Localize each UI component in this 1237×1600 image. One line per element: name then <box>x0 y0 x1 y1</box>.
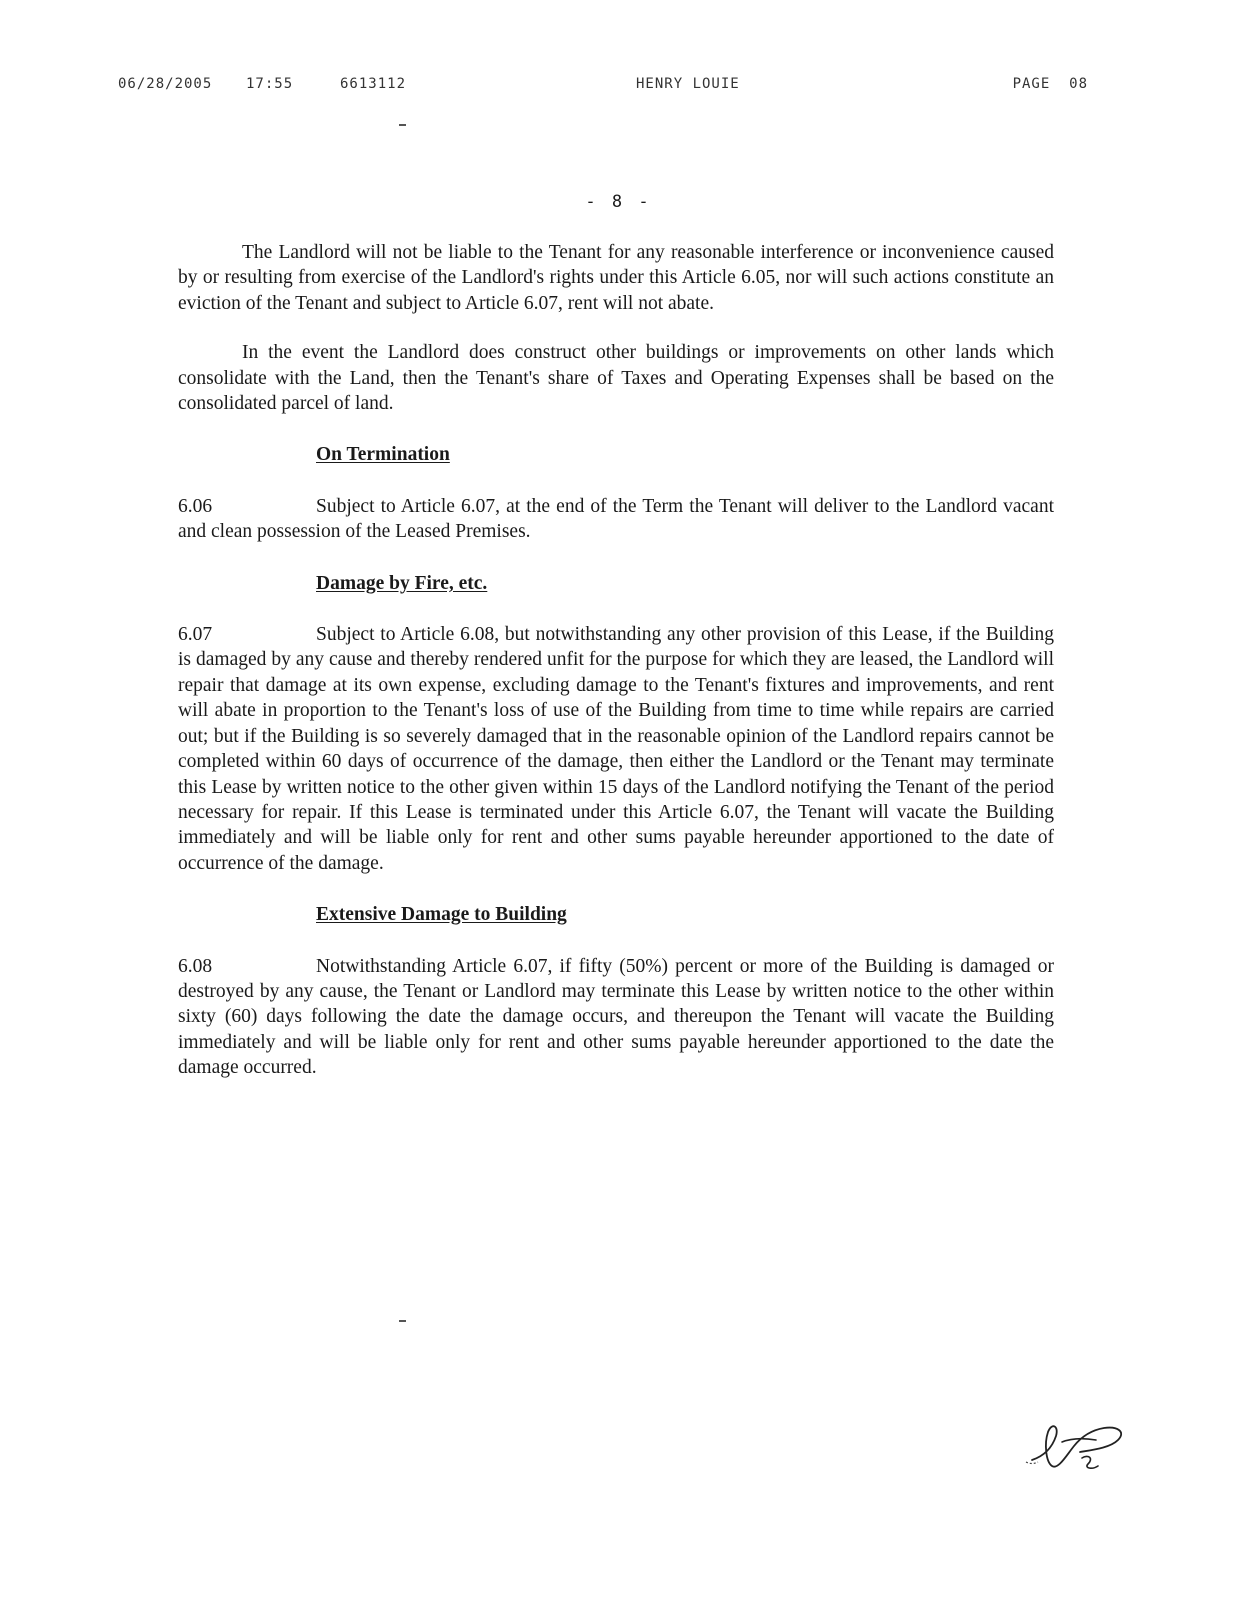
clause-6-07 <box>178 622 1054 876</box>
document-body <box>178 240 1054 1107</box>
fax-number: 6613112 <box>340 76 407 92</box>
fax-page-label: PAGE 08 <box>1012 76 1088 92</box>
paragraph-consolidation: In the event the Landlord does construct other buildings or improvements on other lands which consolidate with the Land, then the Tenant's share of Taxes and Operating Expenses shall be based on the consolidated parcel of land. <box>178 342 1054 415</box>
heading-extensive-damage: Extensive Damage to Building <box>316 904 567 926</box>
heading-damage-by-fire: Damage by Fire, etc. <box>316 572 488 594</box>
clause-number: 6.08 <box>178 955 213 977</box>
clause-text: Subject to Article 6.07, at the end of the Term the Tenant will deliver to the Landlord vacant and clean possession of the Leased Premises. <box>178 495 1054 543</box>
fax-sender-name: HENRY LOUIE <box>636 76 740 92</box>
clause-6-08 <box>178 954 1054 1081</box>
scan-mark <box>399 124 406 126</box>
fax-header <box>118 76 1088 96</box>
handwritten-initials-icon <box>1022 1408 1142 1478</box>
heading-on-termination: On Termination <box>316 444 450 466</box>
clause-number: 6.06 <box>178 495 213 517</box>
page-number: - 8 - <box>585 192 652 212</box>
clause-text: Subject to Article 6.08, but notwithstanding any other provision of this Lease, if the Building is damaged by any cause and thereby rendered unfit for the purpose for which they are leased, the Landlord will repair that damage at its own expense, excluding damage to the Tenant's fixtures and improvements, and rent will abate in proportion to the Tenant's loss of use of the Building from time to time while repairs are carried out; but if the Building is so severely damaged that in the reasonable opinion of the Landlord repairs cannot be completed within 60 days of occurrence of the damage, then either the Landlord or the Tenant may terminate this Lease by written notice to the other given within 15 days of the Landlord notifying the Tenant of the period necessary for repair. If this Lease is terminated under this Article 6.07, the Tenant will vacate the Building immediately and will be liable only for rent and other sums payable hereunder apportioned to the date of occurrence of the damage. <box>178 624 1054 874</box>
fax-time: 17:55 <box>246 76 294 92</box>
clause-6-06 <box>178 494 1054 545</box>
paragraph-interference: The Landlord will not be liable to the Tenant for any reasonable interference or inconvenience caused by or resulting from exercise of the Landlord's rights under this Article 6.05, nor will such actions constitute an eviction of the Tenant and subject to Article 6.07, rent will not abate. <box>178 242 1054 314</box>
clause-text: Notwithstanding Article 6.07, if fifty (50%) percent or more of the Building is damaged or destroyed by any cause, the Tenant or Landlord may terminate this Lease by written notice to the other within sixty (60) days following the date the damage occurs, and thereupon the Tenant will vacate the Building immediately and will be liable only for rent and other sums payable hereunder apportioned to the date the damage occurred. <box>178 955 1054 1079</box>
scan-mark <box>399 1320 406 1322</box>
clause-number: 6.07 <box>178 624 213 646</box>
fax-date: 06/28/2005 <box>118 76 213 92</box>
